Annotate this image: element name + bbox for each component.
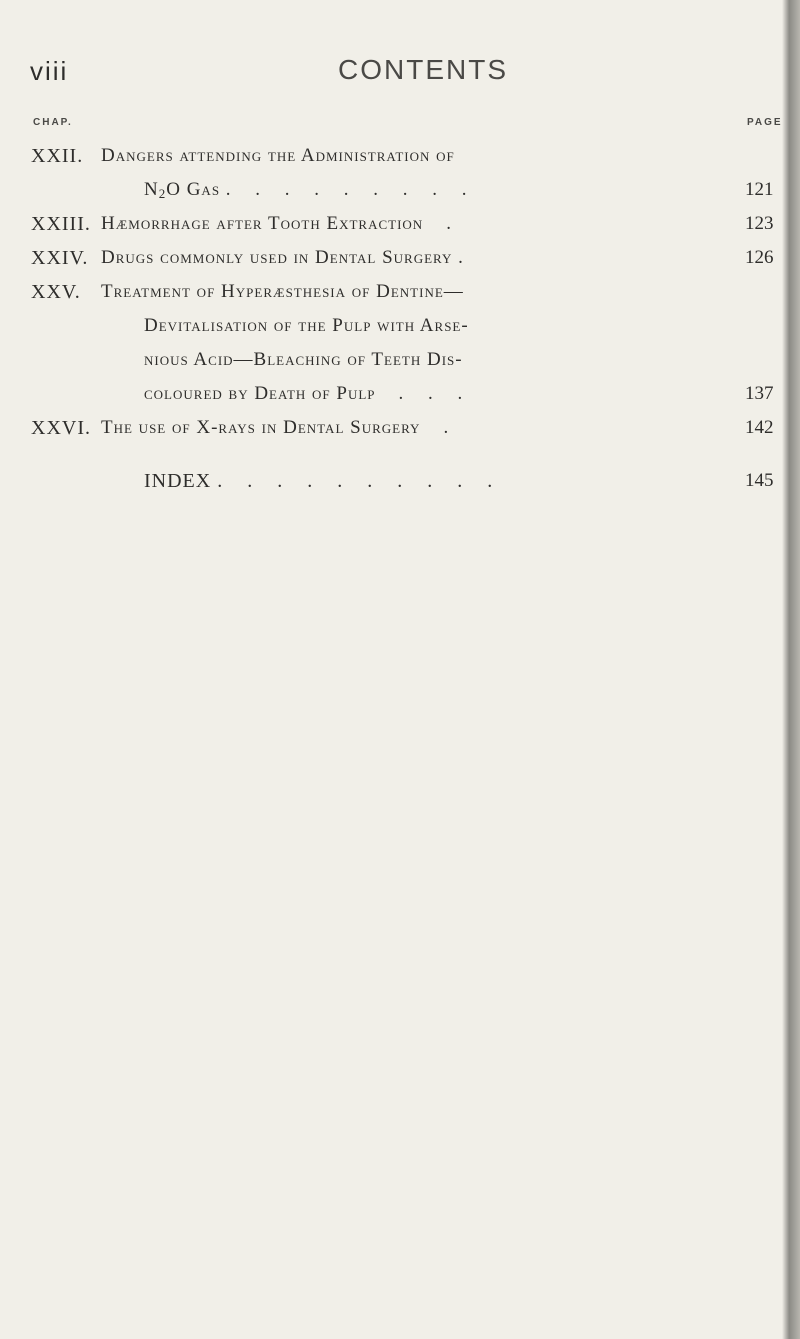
entry-title: Drugs commonly used in Dental Surgery .: [101, 247, 473, 268]
entry-title-line: $N_2O$ Gas . . . . . . . . .: [144, 179, 477, 201]
chapter-number: XXIV.: [31, 247, 89, 269]
page-ref: 121: [745, 179, 774, 200]
toc-entry: [0, 145, 800, 179]
page-number: viii: [30, 56, 69, 86]
index-label: INDEX . . . . . . . . . .: [144, 470, 503, 492]
toc-entry-continuation: [0, 349, 800, 383]
toc-entry-continuation: [0, 315, 800, 349]
toc-index-entry: [0, 470, 800, 504]
page-ref: 145: [745, 470, 774, 491]
toc-entry: [0, 417, 800, 451]
page-ref: 137: [745, 383, 774, 404]
entry-title: The use of X-rays in Dental Surgery .: [101, 417, 459, 438]
entry-title-line: nious Acid—Bleaching of Teeth Dis-: [144, 349, 463, 370]
toc-entry-continuation: [0, 179, 800, 213]
chapter-column-heading: CHAP.: [33, 117, 73, 128]
entry-title: Dangers attending the Administration of: [101, 145, 455, 166]
entry-title: Treatment of Hyperæsthesia of Dentine—: [101, 281, 464, 302]
toc-entry: [0, 247, 800, 281]
page-title: CONTENTS: [338, 54, 508, 85]
page-column-heading: PAGE: [747, 117, 783, 128]
toc-entry: [0, 281, 800, 315]
page-ref: 142: [745, 417, 774, 438]
entry-title-line: Devitalisation of the Pulp with Arse-: [144, 315, 469, 336]
toc-entry-continuation: [0, 383, 800, 417]
chapter-number: XXVI.: [31, 417, 91, 439]
chapter-number: XXV.: [31, 281, 81, 303]
entry-title: Hæmorrhage after Tooth Extraction .: [101, 213, 461, 234]
entry-title-line: coloured by Death of Pulp . . .: [144, 383, 473, 404]
chapter-number: XXII.: [31, 145, 84, 167]
page-ref: 123: [745, 213, 774, 234]
chapter-number: XXIII.: [31, 213, 91, 235]
page-ref: 126: [745, 247, 774, 268]
toc-entry: [0, 213, 800, 247]
